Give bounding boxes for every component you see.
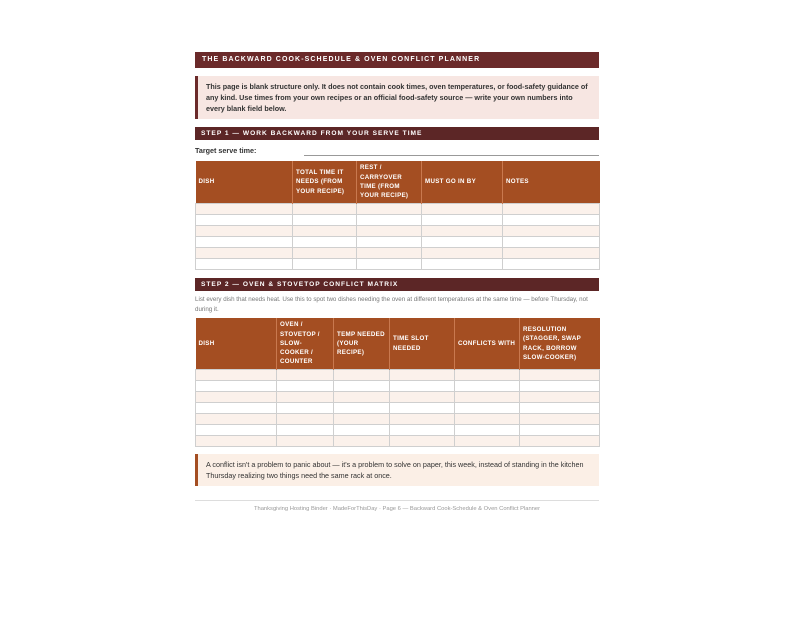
table-cell[interactable] — [520, 370, 600, 381]
table-cell[interactable] — [503, 237, 600, 248]
table-cell[interactable] — [520, 414, 600, 425]
page-title: THE BACKWARD COOK-SCHEDULE & OVEN CONFLICT PLANNER — [195, 52, 599, 68]
table-cell[interactable] — [357, 259, 422, 270]
target-serve-time-field[interactable] — [304, 151, 599, 156]
table-cell[interactable] — [390, 436, 455, 447]
table-cell[interactable] — [503, 259, 600, 270]
col-conflicts-with: CONFLICTS WITH — [455, 318, 520, 370]
page-footer: Thanksgiving Hosting Binder · MadeForThisDay · Page 6 — Backward Cook-Schedule & Oven Conflict Planner — [253, 506, 541, 512]
table-cell[interactable] — [422, 226, 503, 237]
table-cell[interactable] — [422, 204, 503, 215]
table-cell[interactable] — [196, 248, 293, 259]
table-row — [196, 425, 600, 436]
table-row — [196, 370, 600, 381]
disclaimer-notice: This page is blank structure only. It does not contain cook times, oven temperatures, or food-safety guidance of any kind. Use times from your own recipes or an official food-safety source — write your own numbers into every blank field below. — [195, 76, 599, 119]
col-dish: DISH — [196, 318, 277, 370]
table-cell[interactable] — [390, 414, 455, 425]
col-resolution: RESOLUTION (STAGGER, SWAP RACK, BORROW SLOW-COOKER) — [520, 318, 600, 370]
table-cell[interactable] — [277, 370, 334, 381]
table-cell[interactable] — [334, 381, 390, 392]
table-cell[interactable] — [520, 403, 600, 414]
target-serve-time-label: Target serve time: — [195, 146, 257, 155]
table-cell[interactable] — [520, 392, 600, 403]
table-cell[interactable] — [503, 204, 600, 215]
table-cell[interactable] — [196, 237, 293, 248]
table-cell[interactable] — [196, 259, 293, 270]
table-cell[interactable] — [422, 215, 503, 226]
table-cell[interactable] — [196, 425, 277, 436]
col-total-time: TOTAL TIME IT NEEDS (FROM YOUR RECIPE) — [293, 161, 357, 204]
table-cell[interactable] — [277, 392, 334, 403]
table-cell[interactable] — [293, 226, 357, 237]
table-cell[interactable] — [455, 370, 520, 381]
table-cell[interactable] — [196, 226, 293, 237]
table-cell[interactable] — [293, 204, 357, 215]
table-row — [196, 248, 600, 259]
table-cell[interactable] — [196, 370, 277, 381]
table-row — [196, 237, 600, 248]
table-cell[interactable] — [334, 436, 390, 447]
table-cell[interactable] — [196, 436, 277, 447]
table-cell[interactable] — [196, 381, 277, 392]
table-cell[interactable] — [422, 237, 503, 248]
table-cell[interactable] — [520, 436, 600, 447]
table-cell[interactable] — [196, 403, 277, 414]
table-cell[interactable] — [293, 215, 357, 226]
oven-conflict-table — [195, 318, 600, 447]
table-cell[interactable] — [334, 414, 390, 425]
step2-heading: STEP 2 — OVEN & STOVETOP CONFLICT MATRIX — [195, 278, 599, 291]
table-cell[interactable] — [277, 403, 334, 414]
table-cell[interactable] — [390, 370, 455, 381]
step1-heading: STEP 1 — WORK BACKWARD FROM YOUR SERVE TIME — [195, 127, 599, 140]
table-cell[interactable] — [390, 425, 455, 436]
col-notes: NOTES — [503, 161, 600, 204]
table-row — [196, 226, 600, 237]
table-cell[interactable] — [196, 204, 293, 215]
table-cell[interactable] — [455, 392, 520, 403]
table-cell[interactable] — [277, 425, 334, 436]
table-cell[interactable] — [455, 436, 520, 447]
col-temp-needed: TEMP NEEDED (YOUR RECIPE) — [334, 318, 390, 370]
table-cell[interactable] — [357, 248, 422, 259]
col-time-slot: TIME SLOT NEEDED — [390, 318, 455, 370]
target-serve-time-row — [195, 146, 599, 156]
table-cell[interactable] — [196, 215, 293, 226]
table-cell[interactable] — [455, 414, 520, 425]
table-row — [196, 403, 600, 414]
table-cell[interactable] — [503, 248, 600, 259]
step2-instructions: List every dish that needs heat. Use this to spot two dishes needing the oven at different temperatures at the same time — before Thursday, not during it. — [195, 296, 588, 313]
table-cell[interactable] — [293, 259, 357, 270]
table-cell[interactable] — [196, 392, 277, 403]
table-header-row — [196, 161, 600, 204]
table-cell[interactable] — [357, 215, 422, 226]
table-cell[interactable] — [422, 248, 503, 259]
table-cell[interactable] — [520, 381, 600, 392]
table-cell[interactable] — [357, 237, 422, 248]
table-cell[interactable] — [334, 425, 390, 436]
planner-page — [195, 52, 599, 512]
footer-divider — [195, 500, 599, 501]
table-cell[interactable] — [293, 237, 357, 248]
col-heat-source: OVEN / STOVETOP / SLOW-COOKER / COUNTER — [277, 318, 334, 370]
table-cell[interactable] — [455, 425, 520, 436]
table-cell[interactable] — [503, 226, 600, 237]
table-row — [196, 414, 600, 425]
col-dish: DISH — [196, 161, 293, 204]
table-cell[interactable] — [357, 226, 422, 237]
table-row — [196, 204, 600, 215]
table-cell[interactable] — [334, 392, 390, 403]
table-cell[interactable] — [277, 381, 334, 392]
table-row — [196, 259, 600, 270]
table-cell[interactable] — [357, 204, 422, 215]
table-cell[interactable] — [196, 414, 277, 425]
table-row — [196, 392, 600, 403]
table-row — [196, 381, 600, 392]
col-must-go-in-by: MUST GO IN BY — [422, 161, 503, 204]
table-cell[interactable] — [455, 381, 520, 392]
table-cell[interactable] — [455, 403, 520, 414]
table-header-row — [196, 318, 600, 370]
table-row — [196, 436, 600, 447]
table-cell[interactable] — [390, 381, 455, 392]
table-cell[interactable] — [334, 370, 390, 381]
table-cell[interactable] — [422, 259, 503, 270]
table-cell[interactable] — [390, 392, 455, 403]
table-row — [196, 215, 600, 226]
col-rest-time: REST / CARRYOVER TIME (FROM YOUR RECIPE) — [357, 161, 422, 204]
conflict-callout: A conflict isn't a problem to panic about — it's a problem to solve on paper, this week, instead of standing in the kitchen Thursday realizing two things need the same rack at once. — [195, 454, 599, 486]
table-cell[interactable] — [503, 215, 600, 226]
table-cell[interactable] — [277, 436, 334, 447]
table-cell[interactable] — [390, 403, 455, 414]
table-cell[interactable] — [293, 248, 357, 259]
backward-schedule-table — [195, 161, 600, 270]
table-cell[interactable] — [277, 414, 334, 425]
table-cell[interactable] — [334, 403, 390, 414]
table-cell[interactable] — [520, 425, 600, 436]
